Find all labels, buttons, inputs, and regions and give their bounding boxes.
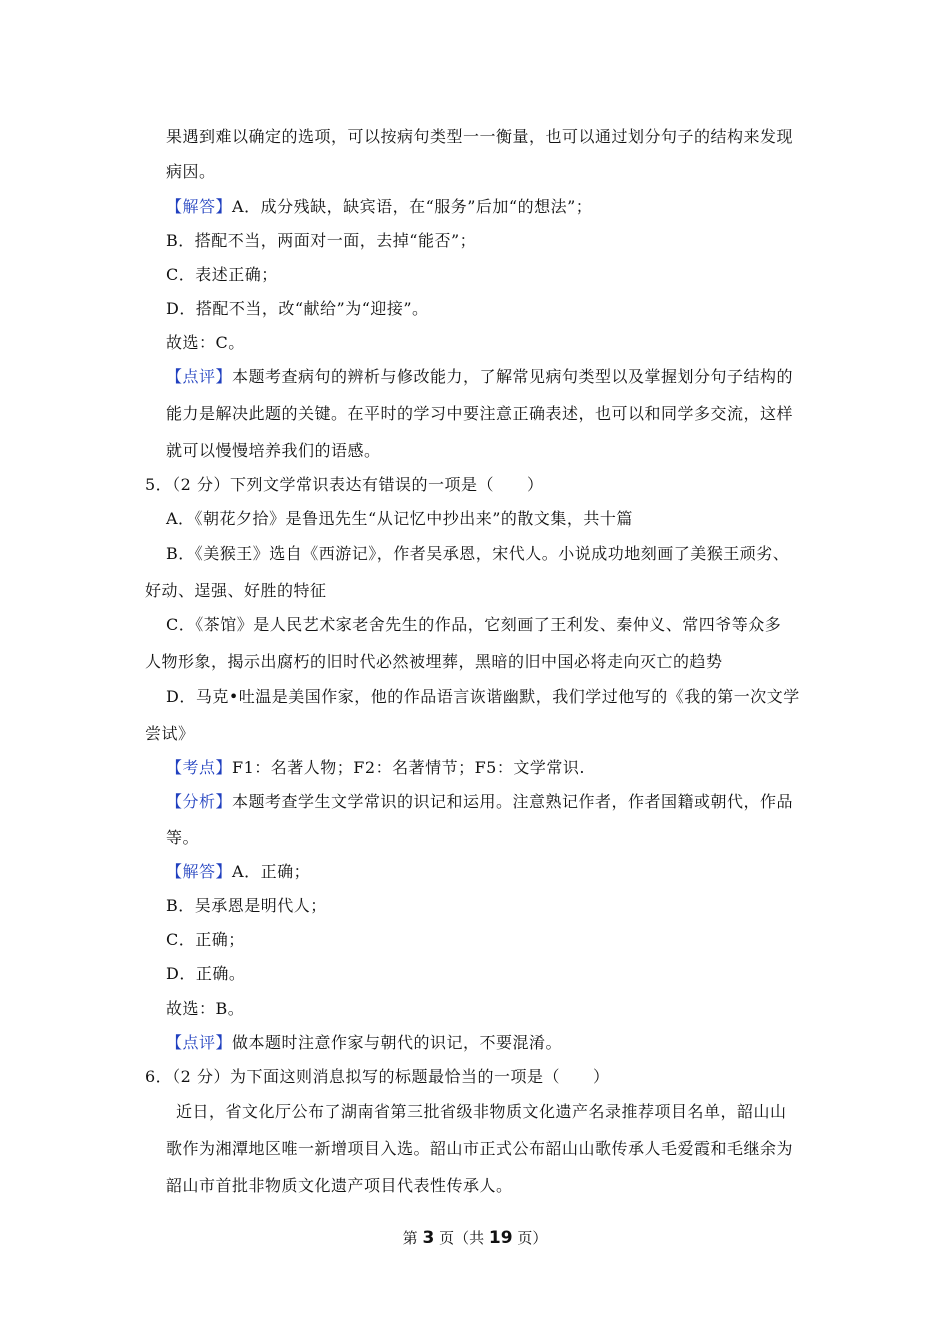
option-b-cont: 好动、逞强、好胜的特征 <box>145 581 327 600</box>
text-line: C．正确； <box>166 930 245 949</box>
text-line: 等。 <box>166 828 200 847</box>
page-footer: 第 3 页（共 19 页） <box>402 1228 548 1248</box>
comment-line: 【点评】做本题时注意作家与朝代的识记，不要混淆。 <box>166 1033 563 1052</box>
text-line: 就可以慢慢培养我们的语感。 <box>166 441 381 460</box>
comment-tag: 【点评】 <box>166 1033 233 1052</box>
text-line: B．搭配不当，两面对一面，去掉“能否”； <box>166 231 477 250</box>
passage-line: 近日，省文化厅公布了湖南省第三批省级非物质文化遗产名录推荐项目名单，韶山山 <box>176 1102 787 1121</box>
answer-tag: 【解答】 <box>166 862 233 881</box>
total-pages: 19 <box>488 1228 513 1248</box>
question-5: 5．（2 分）下列文学常识表达有错误的一项是（ ） <box>145 475 544 494</box>
option-c: C．《茶馆》是人民艺术家老舍先生的作品，它刻画了王利发、秦仲义、常四爷等众多 <box>166 615 782 634</box>
text-line: D．搭配不当，改“献给”为“迎接”。 <box>166 299 429 318</box>
passage-line: 韶山市首批非物质文化遗产项目代表性传承人。 <box>166 1176 513 1195</box>
comment-line: 【点评】本题考查病句的辨析与修改能力，了解常见病句类型以及掌握划分句子结构的 <box>166 367 794 386</box>
comment-tag: 【点评】 <box>166 367 233 386</box>
text-line: B．吴承恩是明代人； <box>166 896 327 915</box>
text-line: 故选：B。 <box>166 999 245 1018</box>
answer-line: 【解答】A．正确； <box>166 862 311 881</box>
option-a: A．《朝花夕拾》是鲁迅先生“从记忆中抄出来”的散文集，共十篇 <box>166 509 633 528</box>
kaodian-tag: 【考点】 <box>166 758 233 777</box>
answer-line: 【解答】A．成分残缺，缺宾语，在“服务”后加“的想法”； <box>166 197 593 216</box>
option-c-cont: 人物形象，揭示出腐朽的旧时代必然被埋葬，黑暗的旧中国必将走向灭亡的趋势 <box>145 652 723 671</box>
text-line: D．正确。 <box>166 964 246 983</box>
option-b: B．《美猴王》选自《西游记》，作者吴承恩，宋代人。小说成功地刻画了美猴王顽劣、 <box>166 544 790 563</box>
text-line: 病因。 <box>166 162 216 181</box>
option-d-cont: 尝试》 <box>145 724 195 743</box>
text-line: C．表述正确； <box>166 265 278 284</box>
passage-line: 歌作为湘潭地区唯一新增项目入选。韶山市正式公布韶山山歌传承人毛爱霞和毛继余为 <box>166 1139 794 1158</box>
answer-tag: 【解答】 <box>166 197 233 216</box>
text-line: 果遇到难以确定的选项，可以按病句类型一一衡量，也可以通过划分句子的结构来发现 <box>166 127 794 146</box>
analysis-tag: 【分析】 <box>166 792 233 811</box>
page-number: 3 <box>422 1228 435 1248</box>
analysis-line: 【分析】本题考查学生文学常识的识记和运用。注意熟记作者，作者国籍或朝代，作品 <box>166 792 794 811</box>
kaodian-line: 【考点】F1：名著人物；F2：名著情节；F5：文学常识. <box>166 758 585 777</box>
question-6: 6．（2 分）为下面这则消息拟写的标题最恰当的一项是（ ） <box>145 1067 610 1086</box>
text-line: 能力是解决此题的关键。在平时的学习中要注意正确表述，也可以和同学多交流，这样 <box>166 404 794 423</box>
text-line: 故选：C。 <box>166 333 245 352</box>
option-d: D．马克•吐温是美国作家，他的作品语言诙谐幽默，我们学过他写的《我的第一次文学 <box>166 687 800 706</box>
